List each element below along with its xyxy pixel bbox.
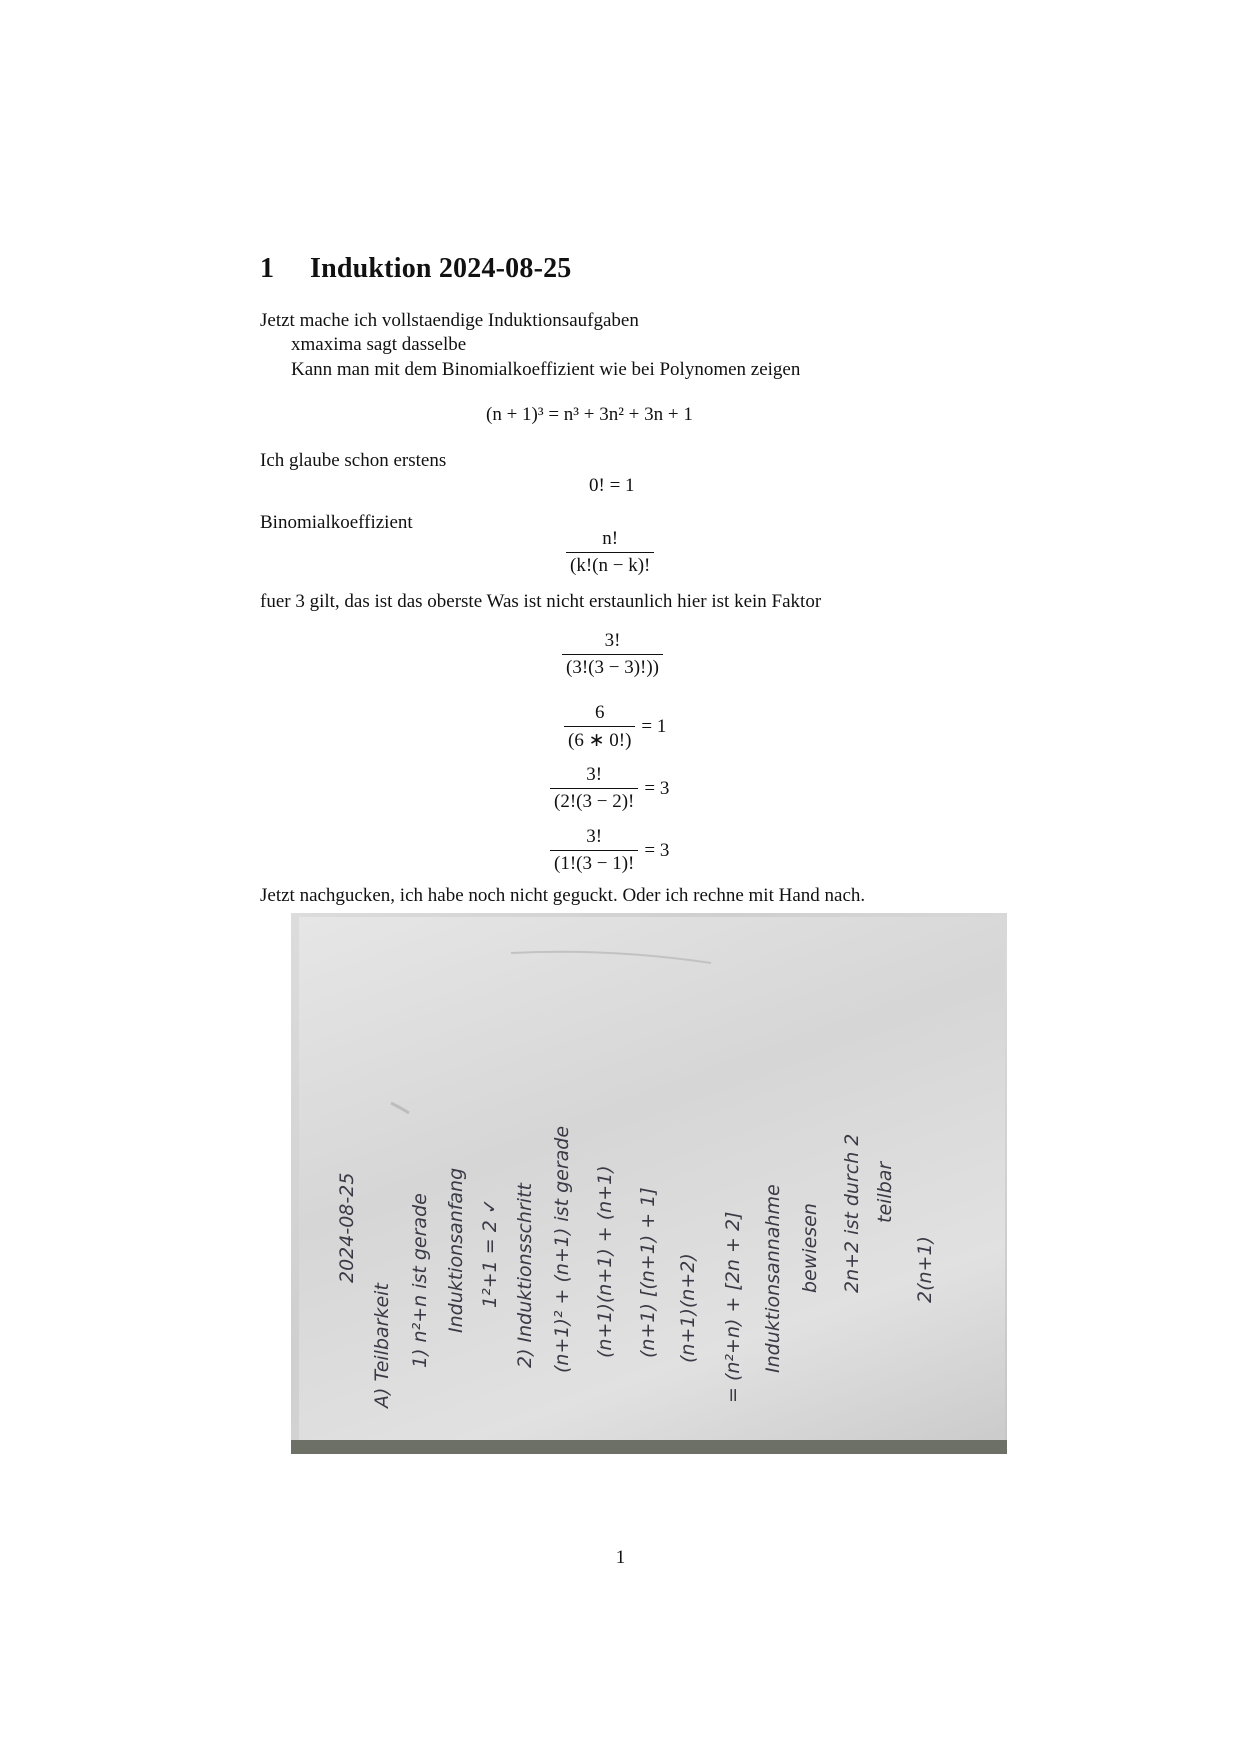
paragraph: Jetzt nachgucken, ich habe noch nicht geguckt. Oder ich rechne mit Hand nach. [260, 885, 866, 906]
handwritten-line: (n+1)² + (n+1) ist gerade [551, 1125, 573, 1373]
handwritten-notes-photo [291, 913, 1007, 1454]
page-number: 1 [615, 1547, 626, 1568]
handwritten-line: 1) n²+n ist gerade [409, 1193, 431, 1368]
handwritten-line: bewiesen [799, 1203, 821, 1293]
handwritten-line: 2024-08-25 [336, 1172, 358, 1283]
handwritten-line: Induktionsanfang [445, 1167, 467, 1333]
handwriting-svg [291, 913, 1007, 1454]
paragraph: fuer 3 gilt, das ist das oberste Was ist nicht erstaunlich hier ist kein Faktor [260, 591, 822, 612]
fraction-numerator: 3! [586, 764, 603, 785]
paragraph: Kann man mit dem Binomialkoeffizient wie bei Polynomen zeigen [291, 359, 801, 380]
handwritten-line: Induktionsannahme [762, 1184, 784, 1373]
paragraph: Binomialkoeffizient [260, 512, 413, 533]
fraction-numerator: 6 [594, 702, 605, 723]
section-title: Induktion 2024-08-25 [310, 253, 572, 284]
fraction-denominator: (6 ∗ 0!) [564, 726, 635, 752]
handwritten-line: teilbar [874, 1161, 896, 1223]
handwritten-line: 2n+2 ist durch 2 [841, 1133, 863, 1293]
section-heading [260, 253, 572, 285]
equation-result: = 1 [641, 716, 667, 737]
handwritten-line: 2(n+1) [914, 1236, 936, 1303]
handwritten-line: A) Teilbarkeit [371, 1283, 393, 1408]
paragraph: xmaxima sagt dasselbe [291, 334, 467, 355]
fraction-equation [550, 764, 669, 813]
handwritten-line: (n+1) [(n+1) + 1] [637, 1187, 659, 1358]
handwritten-line: 1²+1 = 2 ✓ [479, 1198, 501, 1308]
fraction-numerator: 3! [604, 630, 621, 651]
equation: 0! = 1 [589, 475, 635, 496]
binomial-fraction [566, 528, 654, 577]
equation-result: = 3 [644, 839, 670, 861]
handwritten-line: = (n²+n) + [2n + 2] [722, 1211, 744, 1403]
fraction-numerator: n! [602, 528, 619, 549]
fraction-denominator: (2!(3 − 2)! [550, 788, 638, 813]
handwritten-line: (n+1)(n+2) [677, 1253, 699, 1363]
handwritten-line: 2) Induktionsschritt [514, 1183, 536, 1368]
fraction-equation [564, 702, 666, 752]
fraction-equation [550, 826, 669, 875]
fraction-denominator: (k!(n − k)! [566, 552, 654, 577]
fraction-denominator: (3!(3 − 3)!)) [562, 654, 663, 679]
fraction-numerator: 3! [586, 826, 603, 847]
equation-result: = 3 [644, 777, 670, 799]
paragraph: Ich glaube schon erstens [260, 450, 447, 471]
paragraph: Jetzt mache ich vollstaendige Induktionsaufgaben [260, 310, 639, 331]
section-number: 1 [260, 253, 275, 284]
handwritten-line: (n+1)(n+1) + (n+1) [594, 1165, 616, 1358]
fraction-equation [562, 630, 663, 679]
fraction-denominator: (1!(3 − 1)! [550, 850, 638, 875]
equation: (n + 1)³ = n³ + 3n² + 3n + 1 [486, 404, 693, 425]
